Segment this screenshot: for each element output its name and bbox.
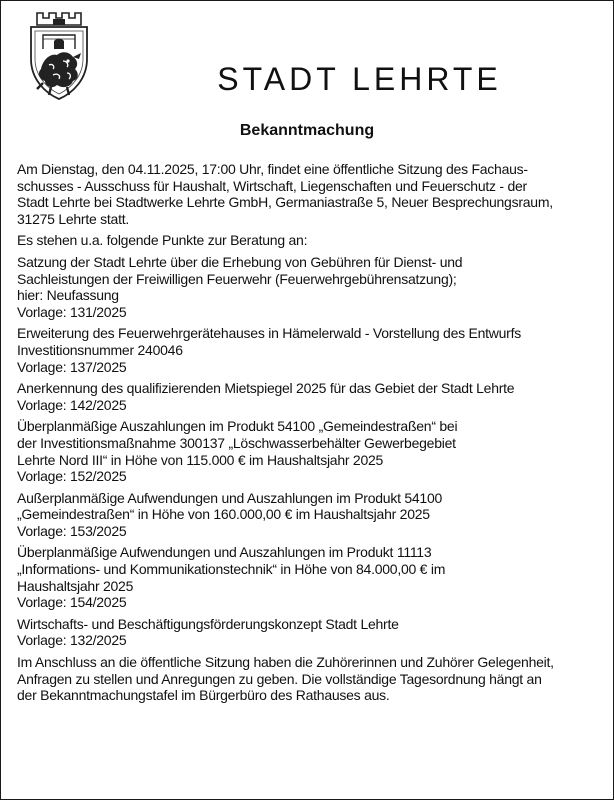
agenda-item bbox=[17, 616, 605, 649]
agenda-item-text: Investitionsnummer 240046 bbox=[17, 341, 183, 358]
intro-line: schusses - Ausschuss für Haushalt, Wirtschaft, Liegenschaften und Feuerschutz - der bbox=[17, 177, 527, 194]
agenda-item-reference: Vorlage: 137/2025 bbox=[17, 358, 127, 375]
agenda-item-text: Sachleistungen der Freiwilligen Feuerwehr (Feuerwehrgebührensatzung); bbox=[17, 270, 457, 287]
town-title: STADT LEHRTE bbox=[217, 61, 502, 97]
agenda-item-text: der Investitionsmaßnahme 300137 „Löschwasserbehälter Gewerbegebiet bbox=[17, 434, 456, 451]
agenda-item-text: Satzung der Stadt Lehrte über die Erhebung von Gebühren für Dienst- und bbox=[17, 253, 463, 270]
intro-line: Stadt Lehrte bei Stadtwerke Lehrte GmbH, Germaniastraße 5, Neuer Besprechungsraum, bbox=[17, 194, 553, 211]
agenda-item-text: „Informations- und Kommunikationstechnik“ in Höhe von 84.000,00 € im bbox=[17, 561, 446, 578]
intro-line: 31275 Lehrte statt. bbox=[17, 210, 130, 227]
agenda-item bbox=[17, 490, 605, 540]
closing-line: Im Anschluss an die öffentliche Sitzung haben die Zuhörerinnen und Zuhörer Gelegenheit, bbox=[17, 654, 554, 671]
intro-paragraph bbox=[17, 161, 605, 227]
closing-paragraph bbox=[17, 654, 605, 704]
agenda-item-reference: Vorlage: 132/2025 bbox=[17, 632, 127, 649]
closing-line: der Bekanntmachungstafel im Bürgerbüro des Rathauses aus. bbox=[17, 687, 390, 704]
closing-line: Anfragen zu stellen und Anregungen zu geben. Die vollständige Tagesordnung hängt an bbox=[17, 670, 542, 687]
agenda-item-text: Außerplanmäßige Aufwendungen und Auszahlungen im Produkt 54100 bbox=[17, 489, 443, 506]
agenda-item-reference: Vorlage: 152/2025 bbox=[17, 468, 127, 485]
agenda-item-reference: Vorlage: 131/2025 bbox=[17, 303, 127, 320]
agenda-item-text: Überplanmäßige Aufwendungen und Auszahlungen im Produkt 11113 bbox=[17, 544, 432, 561]
agenda-item-text: Erweiterung des Feuerwehrgerätehauses in Hämelerwald - Vorstellung des Entwurfs bbox=[17, 325, 521, 342]
agenda-item-reference: Vorlage: 142/2025 bbox=[17, 396, 127, 413]
agenda-item-text: Haushaltsjahr 2025 bbox=[17, 577, 134, 594]
agenda-item-reference: Vorlage: 154/2025 bbox=[17, 594, 127, 611]
agenda-item-text: Anerkennung des qualifizierenden Mietspiegel 2025 für das Gebiet der Stadt Lehrte bbox=[17, 380, 515, 397]
agenda-item bbox=[17, 380, 605, 413]
intro-line: Am Dienstag, den 04.11.2025, 17:00 Uhr, findet eine öffentliche Sitzung des Fachaus- bbox=[17, 161, 528, 177]
agenda-item bbox=[17, 418, 605, 484]
agenda-item bbox=[17, 544, 605, 610]
agenda-item-text: „Gemeindestraßen“ in Höhe von 160.000,00 € im Haushaltsjahr 2025 bbox=[17, 506, 430, 523]
agenda-item-text: Lehrte Nord III“ in Höhe von 115.000 € im Haushaltsjahr 2025 bbox=[17, 451, 384, 468]
agenda-item-reference: Vorlage: 153/2025 bbox=[17, 522, 127, 539]
notice-body bbox=[17, 161, 605, 709]
notice-heading: Bekanntmachung bbox=[239, 122, 375, 139]
agenda-item bbox=[17, 325, 605, 375]
agenda-item-text: Wirtschafts- und Beschäftigungsförderungskonzept Stadt Lehrte bbox=[17, 615, 399, 632]
agenda-item bbox=[17, 254, 605, 320]
agenda-item-text: hier: Neufassung bbox=[17, 287, 119, 304]
agenda-intro: Es stehen u.a. folgende Punkte zur Beratung an: bbox=[17, 232, 308, 249]
agenda-item-text: Überplanmäßige Auszahlungen im Produkt 54100 „Gemeindestraßen“ bei bbox=[17, 418, 458, 435]
